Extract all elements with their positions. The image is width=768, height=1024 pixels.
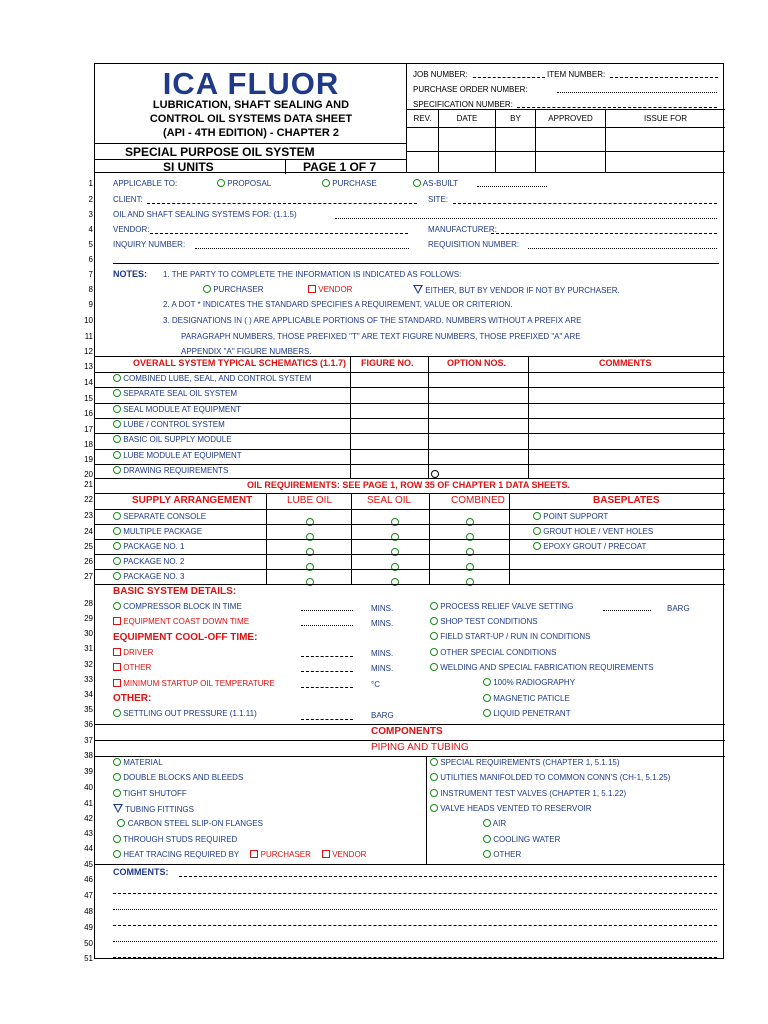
rev-cell[interactable]	[439, 151, 496, 173]
liquid-option[interactable]: LIQUID PENETRANT	[483, 709, 571, 718]
radiography-option[interactable]: 100% RADIOGRAPHY	[483, 678, 575, 687]
basic-details-title: BASIC SYSTEM DETAILS:	[113, 586, 237, 597]
rev-col-issue-for: ISSUE FOR	[606, 109, 725, 127]
figure-no-header: FIGURE NO.	[361, 358, 414, 368]
row-number: 50	[84, 939, 93, 948]
row-number: 32	[84, 660, 93, 669]
note-1: 1. THE PARTY TO COMPLETE THE INFORMATION IS INDICATED AS FOLLOWS:	[163, 270, 462, 279]
proposal-option[interactable]: PROPOSAL	[217, 179, 271, 188]
option-nos-header: OPTION NOS.	[447, 358, 507, 368]
option-circle	[113, 374, 121, 382]
supply-circle[interactable]	[466, 572, 474, 590]
rev-col-approved: APPROVED	[536, 109, 606, 127]
spec-number-field[interactable]	[517, 107, 717, 108]
compressor-block-field[interactable]	[301, 610, 353, 611]
seal-oil-header: SEAL OIL	[367, 495, 412, 506]
schematic-item[interactable]: COMBINED LUBE, SEAL, AND CONTROL SYSTEM	[113, 374, 311, 383]
applicable-to-label: APPLICABLE TO:	[113, 179, 178, 188]
rev-col-by: BY	[496, 109, 536, 127]
client-label: CLIENT:	[113, 195, 143, 204]
vendor-field[interactable]	[150, 233, 408, 234]
item-number-field[interactable]	[610, 77, 718, 78]
job-number-field[interactable]	[473, 77, 545, 78]
component-right-item[interactable]: AIR	[483, 819, 506, 828]
row-number: 41	[84, 799, 93, 808]
item-number-label: ITEM NUMBER:	[547, 70, 606, 79]
row-number: 2	[88, 195, 93, 204]
title-line-2: CONTROL OIL SYSTEMS DATA SHEET	[149, 113, 353, 125]
row-number: 48	[84, 907, 93, 916]
supply-item[interactable]: PACKAGE NO. 3	[113, 572, 184, 581]
min-startup-option[interactable]: MINIMUM STARTUP OIL TEMPERATURE	[113, 679, 275, 688]
component-right-item[interactable]: INSTRUMENT TEST VALVES (CHAPTER 1, 5.1.22)	[430, 789, 626, 798]
row-number: 4	[88, 225, 93, 234]
row-number: 31	[84, 644, 93, 653]
driver-field[interactable]	[301, 656, 353, 657]
comments-label: COMMENTS:	[113, 867, 169, 877]
row-number: 17	[84, 425, 93, 434]
comments-header: COMMENTS	[599, 358, 652, 368]
row-number: 24	[84, 527, 93, 536]
row-number: 26	[84, 557, 93, 566]
header-left	[95, 64, 407, 173]
row-number: 5	[88, 240, 93, 249]
comment-line[interactable]	[113, 957, 717, 958]
notes-label: NOTES:	[113, 269, 148, 279]
schematic-item[interactable]: DRAWING REQUIREMENTS	[113, 466, 228, 475]
row-number: 45	[84, 860, 93, 869]
component-left-item[interactable]: TIGHT SHUTOFF	[113, 789, 187, 798]
supply-circle[interactable]	[391, 572, 399, 590]
driver-option[interactable]: DRIVER	[113, 648, 153, 657]
component-right-item[interactable]: SPECIAL REQUIREMENTS (CHAPTER 1, 5.1.15)	[430, 758, 620, 767]
oil-requirements-note: OIL REQUIREMENTS: SEE PAGE 1, ROW 35 OF CHAPTER 1 DATA SHEETS.	[247, 480, 571, 490]
as-built-field[interactable]	[477, 186, 547, 187]
row-number: 37	[84, 736, 93, 745]
component-left-item[interactable]: THROUGH STUDS REQUIRED	[113, 835, 237, 844]
component-left-item[interactable]: CARBON STEEL SLIP-ON FLANGES	[113, 819, 263, 828]
combined-header: COMBINED	[451, 495, 505, 506]
units-label: SI UNITS	[163, 160, 214, 174]
relief-valve-field[interactable]	[603, 610, 651, 611]
other-title: OTHER:	[113, 693, 152, 704]
company-logo: ICA FLUOR	[162, 66, 340, 101]
purchase-circle	[322, 179, 330, 187]
note-3c: APPENDIX "A" FIGURE NUMBERS.	[181, 347, 312, 356]
option-circle	[113, 451, 121, 459]
mins-label-29: MINS.	[371, 604, 394, 613]
row-number: 10	[84, 316, 93, 325]
legend-either: EITHER, BUT BY VENDOR IF NOT BY PURCHASER.	[413, 285, 620, 295]
sheet-header	[95, 64, 725, 173]
row-number: 33	[84, 675, 93, 684]
row-number: 46	[84, 875, 93, 884]
baseplates-header: BASEPLATES	[593, 495, 660, 506]
welding-option[interactable]: WELDING AND SPECIAL FABRICATION REQUIREMENTS	[430, 663, 654, 672]
legend-vendor: VENDOR	[308, 285, 352, 294]
min-startup-field[interactable]	[301, 687, 353, 688]
rev-cell[interactable]	[606, 151, 725, 173]
shop-test-option[interactable]: SHOP TEST CONDITIONS	[430, 617, 538, 626]
rev-col-date: DATE	[439, 109, 496, 127]
row-number: 6	[88, 255, 93, 264]
row-number: 11	[84, 332, 93, 341]
baseplate-option[interactable]: EPOXY GROUT / PRECOAT	[533, 542, 646, 551]
row-number: 25	[84, 542, 93, 551]
option-circle	[113, 435, 121, 443]
row-number: 12	[84, 347, 93, 356]
either-triangle-icon	[413, 285, 423, 294]
degc-label: °C	[371, 680, 380, 689]
supply-circle[interactable]	[306, 572, 314, 590]
settling-option[interactable]: SETTLING OUT PRESSURE (1.1.11)	[113, 709, 257, 718]
row-number: 3	[88, 210, 93, 219]
requisition-label: REQUISITION NUMBER:	[428, 240, 520, 249]
page-indicator: PAGE 1 OF 7	[303, 160, 377, 174]
rev-cell[interactable]	[407, 151, 439, 173]
row-number: 44	[84, 844, 93, 853]
barg-label-36: BARG	[371, 711, 394, 720]
row-number: 38	[84, 751, 93, 760]
proposal-circle	[217, 179, 225, 187]
purchase-option[interactable]: PURCHASE	[322, 179, 377, 188]
schematic-item[interactable]: LUBE MODULE AT EQUIPMENT	[113, 451, 242, 460]
supply-item[interactable]: PACKAGE NO. 1	[113, 542, 184, 551]
comment-line[interactable]	[113, 941, 717, 942]
component-left-item[interactable]: DOUBLE BLOCKS AND BLEEDS	[113, 773, 243, 782]
option-circle	[113, 405, 121, 413]
job-number-label: JOB NUMBER:	[413, 70, 468, 79]
field-startup-option[interactable]: FIELD START-UP / RUN IN CONDITIONS	[430, 632, 590, 641]
schematic-item[interactable]: BASIC OIL SUPPLY MODULE	[113, 435, 232, 444]
data-sheet	[84, 63, 724, 963]
site-label: SITE:	[428, 195, 449, 204]
components-title: COMPONENTS	[371, 726, 443, 737]
baseplate-option[interactable]: GROUT HOLE / VENT HOLES	[533, 527, 653, 536]
coast-down-field[interactable]	[301, 625, 353, 626]
row-number: 42	[84, 814, 93, 823]
baseplate-option[interactable]: POINT SUPPORT	[533, 512, 608, 521]
rev-col-rev: REV.	[407, 109, 439, 127]
coast-down[interactable]: EQUIPMENT COAST DOWN TIME	[113, 617, 249, 626]
requisition-field[interactable]	[528, 248, 717, 249]
rev-cell[interactable]	[536, 151, 606, 173]
note-3b: PARAGRAPH NUMBERS, THOSE PREFIXED "T" ARE TEXT FIGURE NUMBERS, THOSE PREFIXED "A" ARE	[181, 332, 581, 341]
row-number: 7	[88, 270, 93, 279]
subtitle-row	[95, 143, 407, 159]
row-number: 35	[84, 705, 93, 714]
piping-title: PIPING AND TUBING	[371, 742, 469, 753]
units-row	[95, 159, 407, 173]
mins-label-30: MINS.	[371, 619, 394, 628]
rev-cell[interactable]	[536, 127, 606, 151]
row-number: 39	[84, 767, 93, 776]
row-number: 1	[88, 179, 93, 188]
supply-item[interactable]: PACKAGE NO. 2	[113, 557, 184, 566]
barg-label-29: BARG	[667, 604, 690, 613]
option-circle	[113, 420, 121, 428]
row-number: 19	[84, 455, 93, 464]
row-number: 49	[84, 923, 93, 932]
component-left-item[interactable]: TUBING FITTINGS	[113, 804, 194, 814]
schematic-item[interactable]: LUBE / CONTROL SYSTEM	[113, 420, 225, 429]
purchase-order-label: PURCHASE ORDER NUMBER:	[413, 85, 528, 94]
row-number: 28	[84, 599, 93, 608]
rev-cell[interactable]	[439, 127, 496, 151]
component-right-item[interactable]: UTILITIES MANIFOLDED TO COMMON CONN'S (CH-1, 5.1.25)	[430, 773, 670, 782]
option-circle	[113, 466, 121, 474]
comment-line[interactable]	[113, 909, 717, 910]
compressor-block[interactable]: COMPRESSOR BLOCK IN TIME	[113, 602, 242, 611]
row-number: 9	[88, 300, 93, 309]
mins-label-33: MINS.	[371, 664, 394, 673]
lube-oil-header: LUBE OIL	[287, 495, 333, 506]
subtitle: SPECIAL PURPOSE OIL SYSTEM	[125, 145, 315, 159]
row-number: 29	[84, 614, 93, 623]
settling-field[interactable]	[301, 719, 353, 720]
manufacturer-field[interactable]	[491, 233, 717, 234]
row-number: 20	[84, 470, 93, 479]
manufacturer-label: MANUFACTURER:	[428, 225, 497, 234]
supply-item[interactable]: MULTIPLE PACKAGE	[113, 527, 202, 536]
cool-off-title: EQUIPMENT COOL-OFF TIME:	[113, 632, 258, 643]
other-option[interactable]: OTHER	[113, 663, 151, 672]
supply-header: SUPPLY ARRANGEMENT	[132, 495, 253, 506]
row-number: 18	[84, 440, 93, 449]
oil-shaft-label: OIL AND SHAFT SEALING SYSTEMS FOR: (1.1.5)	[113, 210, 297, 219]
rev-cell[interactable]	[496, 127, 536, 151]
purchase-order-field[interactable]	[557, 92, 717, 93]
row-number: 36	[84, 720, 93, 729]
inquiry-label: INQUIRY NUMBER:	[113, 240, 186, 249]
row-number: 8	[88, 285, 93, 294]
row-number: 47	[84, 891, 93, 900]
title-line-3: (API - 4TH EDITION) - CHAPTER 2	[162, 127, 339, 139]
header-right	[407, 64, 725, 173]
row-number: 21	[84, 480, 93, 489]
relief-valve-option[interactable]: PROCESS RELIEF VALVE SETTING	[430, 602, 573, 611]
note-2: 2. A DOT * INDICATES THE STANDARD SPECIFIES A REQUIREMENT, VALUE OR CRITERION.	[163, 300, 513, 309]
legend-purchaser: PURCHASER	[203, 285, 263, 294]
row-number: 43	[84, 829, 93, 838]
vendor-label: VENDOR:	[113, 225, 150, 234]
as-built-option[interactable]: AS-BUILT	[413, 179, 458, 188]
component-left-item[interactable]: HEAT TRACING REQUIRED BY PURCHASER VENDOR	[113, 850, 366, 859]
oil-shaft-field[interactable]	[335, 218, 717, 219]
other-special-option[interactable]: OTHER SPECIAL CONDITIONS	[430, 648, 556, 657]
row-number: 22	[84, 495, 93, 504]
title-line-1: LUBRICATION, SHAFT SEALING AND	[152, 99, 350, 111]
schematic-item[interactable]: SEPARATE SEAL OIL SYSTEM	[113, 389, 237, 398]
vendor-square-icon	[308, 285, 316, 293]
comment-line[interactable]	[179, 876, 717, 877]
option-circle	[113, 389, 121, 397]
row-number: 13	[84, 362, 93, 371]
blank-line-6	[113, 263, 719, 264]
row-number: 40	[84, 783, 93, 792]
schematic-item[interactable]: SEAL MODULE AT EQUIPMENT	[113, 405, 241, 414]
note-3a: 3. DESIGNATIONS IN ( ) ARE APPLICABLE PORTIONS OF THE STANDARD. NUMBERS WITHOUT A PREFIX ARE	[163, 316, 582, 325]
component-right-item[interactable]: VALVE HEADS VENTED TO RESERVOIR	[430, 804, 592, 813]
magnetic-option[interactable]: MAGNETIC PATICLE	[483, 694, 570, 703]
as-built-circle	[413, 179, 421, 187]
spec-number-label: SPECIFICATION NUMBER:	[413, 100, 513, 109]
component-left-item[interactable]: MATERIAL	[113, 758, 163, 767]
other-field[interactable]	[301, 671, 353, 672]
row-number: 51	[84, 954, 93, 963]
row-number: 14	[84, 378, 93, 387]
rev-cell[interactable]	[496, 151, 536, 173]
inquiry-field[interactable]	[195, 248, 409, 249]
component-right-item[interactable]: COOLING WATER	[483, 835, 560, 844]
site-field[interactable]	[453, 203, 717, 204]
mins-label-32: MINS.	[371, 649, 394, 658]
schematics-header: OVERALL SYSTEM TYPICAL SCHEMATICS (1.1.7)	[133, 358, 347, 368]
row-number: 30	[84, 629, 93, 638]
rev-cell[interactable]	[407, 127, 439, 151]
row-number: 15	[84, 394, 93, 403]
row-number: 34	[84, 690, 93, 699]
row-number: 27	[84, 572, 93, 581]
comment-line[interactable]	[113, 893, 717, 894]
rev-cell[interactable]	[606, 127, 725, 151]
purchaser-circle-icon	[203, 285, 211, 293]
client-field[interactable]	[147, 203, 417, 204]
supply-item[interactable]: SEPARATE CONSOLE	[113, 512, 206, 521]
row-number: 16	[84, 409, 93, 418]
row-number: 23	[84, 511, 93, 520]
component-right-item[interactable]: OTHER	[483, 850, 521, 859]
comment-line[interactable]	[113, 925, 717, 926]
